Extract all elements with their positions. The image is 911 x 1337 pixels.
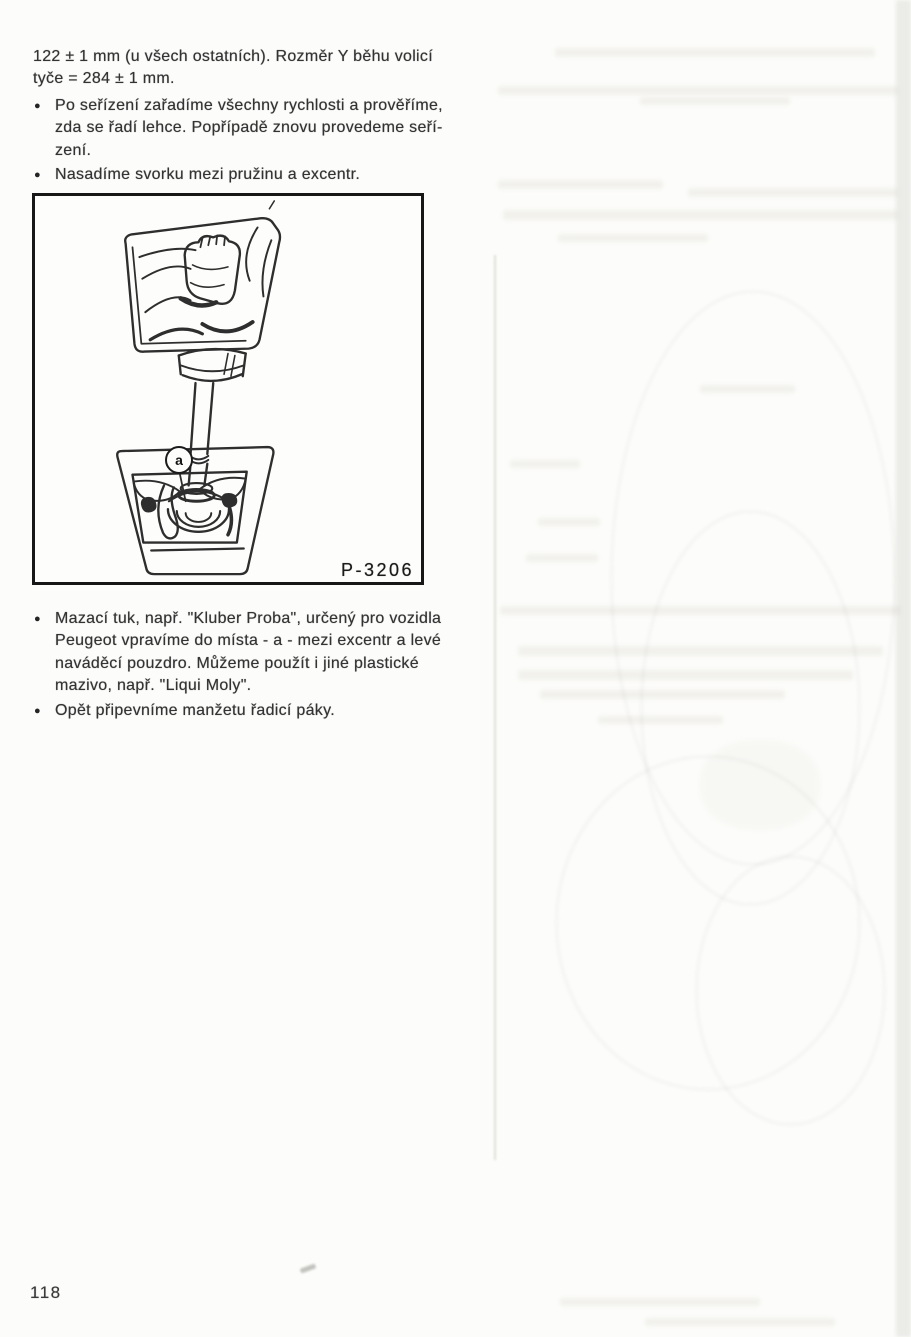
figure-code: P-3206: [341, 560, 415, 580]
text-line: zení.: [55, 141, 92, 159]
bullet-item: [33, 700, 473, 722]
bullet-text: [55, 164, 360, 186]
page-gutter-shadow: [494, 255, 496, 1160]
bullet-text: [55, 95, 443, 162]
bullet-marker: ●: [34, 704, 41, 717]
text-line: Po seřízení zařadíme všechny rychlosti a prověříme,: [55, 97, 443, 114]
bullet-item: [33, 608, 473, 698]
text-line: 122 ± 1 mm (u všech ostatních). Rozměr Y běhu volicí: [33, 48, 433, 65]
text-line: Peugeot vpravíme do místa - a - mezi excentr a levé: [55, 632, 442, 650]
text-line: Nasadíme svorku mezi pružinu a excentr.: [55, 166, 361, 184]
callout-a: a: [165, 446, 193, 474]
intro-paragraph: [33, 46, 433, 91]
text-line: mazivo, např. "Liqui Moly".: [55, 677, 252, 695]
bullet-text: [55, 700, 335, 722]
text-line: Opět připevníme manžetu řadicí páky.: [55, 701, 335, 719]
page-number: 118: [30, 1283, 62, 1302]
bullet-item: [33, 164, 473, 186]
text-line: naváděcí pouzdro. Můžeme použít i jiné plastické: [55, 654, 419, 672]
bullet-marker: ●: [34, 100, 41, 112]
bullet-marker: ●: [34, 613, 41, 625]
bullet-marker: ●: [34, 169, 41, 182]
bullet-list-bottom: [33, 608, 473, 724]
text-line: tyče = 284 ± 1 mm.: [33, 70, 175, 88]
figure-frame: [32, 193, 424, 585]
bullet-text: [55, 608, 441, 698]
bullet-item: [33, 95, 473, 162]
gear-lever-illustration: [35, 196, 421, 582]
bullet-list-top: [33, 95, 473, 189]
text-line: Mazací tuk, např. "Kluber Proba", určený pro vozidla: [55, 610, 442, 627]
text-line: zda se řadí lehce. Popřípadě znovu provedeme seří-: [55, 119, 443, 137]
